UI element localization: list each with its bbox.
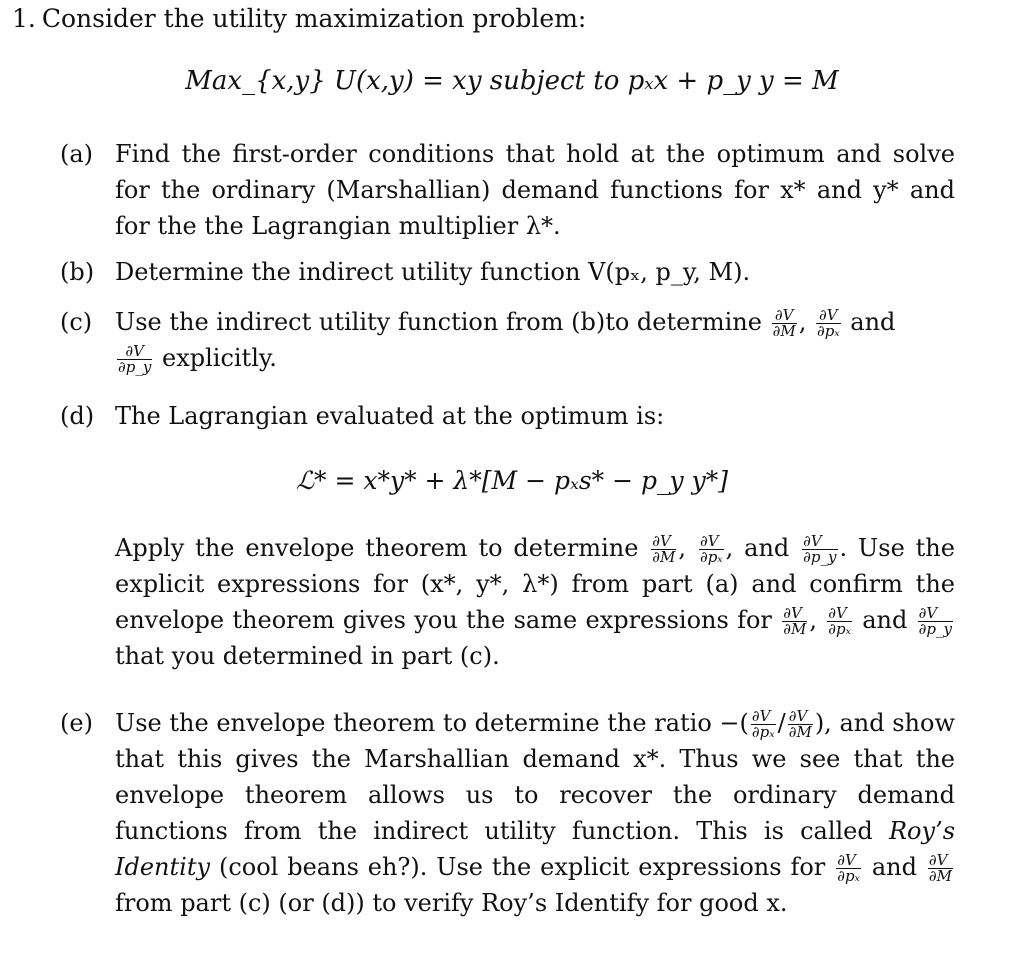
- part-d-text: The Lagrangian evaluated at the optimum is:: [115, 402, 665, 430]
- fraction-dV-dpx: $\frac{\partial V}{\text{∂pₓ}}$: [828, 604, 851, 638]
- part-e-text-5: from part (c) (or (d)) to verify Roy’s Identify for good x.: [115, 889, 788, 917]
- part-d: [60, 398, 955, 434]
- maximization-problem: Max_{x,y} U(x,y) = xy subject to pₓx + p_y y = M: [185, 66, 839, 96]
- part-d-apply-3: . Use the explicit expressions for (x*, y*, λ*) from part (a) and confirm the envelope theorem gives you the same expressions for: [115, 534, 955, 634]
- part-a: [60, 136, 955, 244]
- part-e-text-4: and: [871, 853, 917, 881]
- part-e-text-1: Use the envelope theorem to determine the ratio −(: [115, 709, 749, 737]
- fraction-dV-dM: $\frac{\partial V}{\partial M}$: [783, 604, 807, 638]
- fraction-dV-dM: $\frac{\partial V}{\partial M}$: [788, 707, 812, 741]
- part-c-label: (c): [60, 308, 93, 336]
- part-d-apply-1: Apply the envelope theorem to determine: [115, 534, 639, 562]
- fraction-dV-dpy: $\frac{\partial V}{\partial p\_y}$: [803, 532, 837, 566]
- part-e-label: (e): [60, 709, 93, 737]
- fraction-dV-dM: $\frac{\partial V}{\partial M}$: [772, 306, 796, 340]
- part-e-text: Use the envelope theorem to determine the ratio −( $\frac{\partial V}{\text{∂pₓ}}$ / $\frac{\partial V}{\partial M}$ ), and show that this gives the Marshallian demand x*. Thus we see that the envelope theorem allows us to recover the ordinary demand functions from the indirect utility function. This is called Roy’s Identity (cool beans eh?). Use the explicit expressions for $\frac{\partial V}{\text{∂pₓ}}$ and $\frac{\partial V}{\partial M}$ from part (c) (or (d)) to verify Roy’s Identify for good x.: [115, 707, 956, 917]
- problem-heading: [12, 2, 586, 36]
- part-c-text-2: and: [850, 308, 896, 336]
- part-b-text: Determine the indirect utility function V(pₓ, p_y, M).: [115, 258, 751, 286]
- part-a-label: (a): [60, 140, 94, 168]
- problem-number: 1.: [12, 4, 36, 33]
- part-e-text-3: (cool beans eh?). Use the explicit expressions for: [218, 853, 826, 881]
- part-d-label: (d): [60, 402, 95, 430]
- part-d-apply-text: Apply the envelope theorem to determine $\frac{\partial V}{\partial M}$ , $\frac{\partial V}{\text{∂pₓ}}$ , and $\frac{\partial V}{\partial p\_y}$ . Use the explicit expressions for (x*, y*, λ*) from part (a) and confirm the envelope theorem gives you the same expressions for $\frac{\partial V}{\partial M}$ , $\frac{\partial V}{\text{∂pₓ}}$ and $\frac{\partial V}{\partial p\_y}$ that you determined in part (c).: [115, 532, 955, 670]
- part-c-text: Use the indirect utility function from (b)to determine $\frac{\partial V}{\partial M}$ , $\frac{\partial V}{\text{∂pₓ}}$ and $\frac{\partial V}{\partial p\_y}$ explicitly.: [115, 306, 896, 376]
- part-c: [60, 304, 955, 376]
- part-a-text: Find the first-order conditions that hold at the optimum and solve for the ordinary (Marshallian) demand functions for x* and y* and for the the Lagrangian multiplier λ*.: [115, 140, 955, 240]
- part-c-text-3: explicitly.: [161, 344, 277, 372]
- fraction-dV-dM: $\frac{\partial V}{\partial M}$: [928, 851, 952, 885]
- lagrangian-equation: ℒ* = x*y* + λ*[M − pₓs* − p_y y*]: [296, 466, 728, 495]
- part-e-text-2: ), and show that this gives the Marshallian demand x*. Thus we see that the envelope theorem allows us to recover the ordinary demand functions from the indirect utility function. This is called: [115, 709, 955, 845]
- part-b: [60, 254, 955, 290]
- fraction-dV-dpy: $\frac{\partial V}{\partial p\_y}$: [918, 604, 952, 638]
- roys-identity-term: Roy’s Identity: [115, 817, 956, 881]
- fraction-dV-dpx: $\frac{\partial V}{\text{∂pₓ}}$: [837, 851, 860, 885]
- part-c-text-1: Use the indirect utility function from (b)to determine: [115, 308, 762, 336]
- part-d-apply-5: that you determined in part (c).: [115, 642, 500, 670]
- part-d-apply-2: and: [744, 534, 790, 562]
- fraction-dV-dpy: $\frac{\partial V}{\partial p\_y}$: [118, 342, 152, 376]
- fraction-dV-dpx: $\frac{\partial V}{\text{∂pₓ}}$: [816, 306, 840, 340]
- problem-intro: Consider the utility maximization problem:: [41, 4, 587, 33]
- fraction-dV-dM: $\frac{\partial V}{\partial M}$: [652, 532, 676, 566]
- fraction-dV-dpx: $\frac{\partial V}{\text{∂pₓ}}$: [751, 707, 775, 741]
- part-d-envelope: [60, 530, 955, 674]
- part-b-label: (b): [60, 258, 95, 286]
- part-d-apply-4: and: [862, 606, 908, 634]
- fraction-dV-dpx: $\frac{\partial V}{\text{∂pₓ}}$: [699, 532, 723, 566]
- part-e: [60, 705, 955, 921]
